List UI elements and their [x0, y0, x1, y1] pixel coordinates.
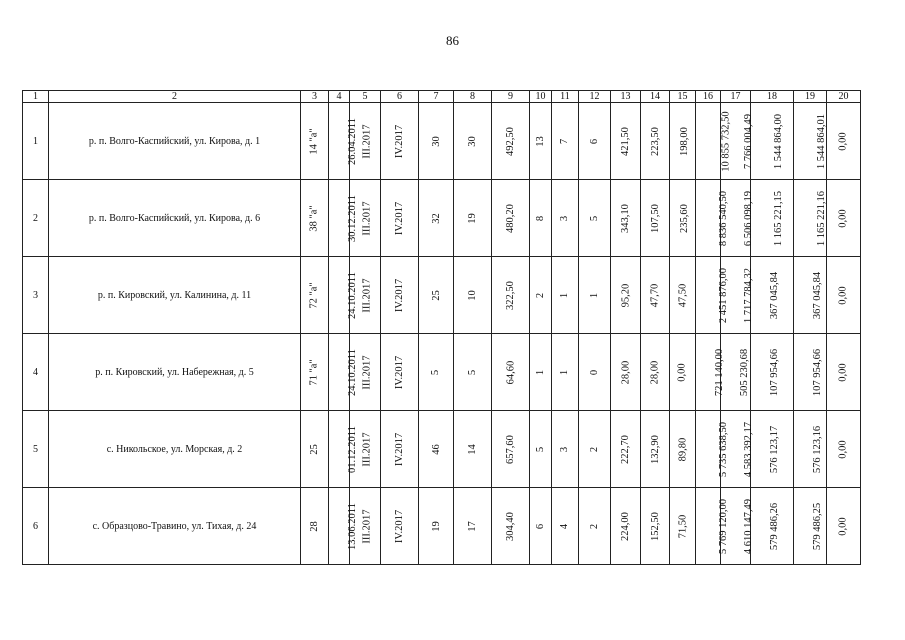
cell-value: 5 — [535, 446, 546, 452]
table-cell: 6 — [23, 488, 49, 565]
cell-value: 26.04.2011 — [346, 117, 358, 165]
address-cell: с. Никольское, ул. Морская, д. 2 — [49, 411, 301, 488]
table-cell — [419, 180, 454, 257]
table-cell — [794, 411, 827, 488]
table-cell: 3 — [23, 257, 49, 334]
table-cell — [751, 411, 794, 488]
table-cell — [611, 488, 641, 565]
table-cell — [794, 257, 827, 334]
column-header: 9 — [492, 91, 530, 103]
table-cell — [492, 257, 530, 334]
cell-value: 1 — [559, 369, 571, 375]
table-cell — [696, 411, 730, 488]
table-cell — [301, 411, 329, 488]
column-header: 17 — [721, 91, 751, 103]
table-cell — [670, 334, 696, 411]
cell-value: 47,70 — [649, 283, 661, 307]
cell-value: 1 717 784,32 — [743, 267, 755, 323]
cell-value: 28 — [309, 520, 320, 532]
table-cell — [641, 257, 670, 334]
table-cell — [552, 257, 579, 334]
cell-value: 38 "а" — [308, 204, 320, 232]
cell-value: 4 583 392,17 — [743, 421, 755, 477]
table-row — [23, 488, 861, 565]
cell-value: 7 — [559, 138, 571, 144]
table-row — [23, 103, 861, 180]
cell-value: 3 — [559, 215, 571, 221]
table-cell — [827, 411, 861, 488]
cell-value: 5 — [589, 215, 600, 221]
cell-value: 1 — [535, 369, 546, 375]
cell-value: 32 — [430, 212, 442, 224]
table-cell — [611, 103, 641, 180]
cell-value: 107,50 — [649, 203, 661, 233]
table-cell — [579, 488, 611, 565]
cell-value: 579 486,25 — [812, 502, 824, 550]
table-cell — [301, 257, 329, 334]
table-cell — [454, 103, 492, 180]
table-cell — [419, 257, 454, 334]
table-cell — [329, 488, 358, 565]
cell-value: III.2017 — [361, 200, 373, 236]
cell-value: IV.2017 — [393, 201, 405, 235]
cell-value: 107 954,66 — [812, 348, 824, 396]
cell-value: 2 451 876,00 — [718, 267, 730, 323]
table-cell — [492, 103, 530, 180]
cell-value: 322,50 — [505, 280, 516, 310]
table-cell — [419, 103, 454, 180]
table-cell — [641, 334, 670, 411]
cell-value: 6 506 098,19 — [743, 190, 755, 246]
header-row — [23, 91, 861, 103]
cell-value: 13.06.2011 — [346, 502, 358, 550]
table-cell — [670, 411, 696, 488]
table-cell — [329, 180, 358, 257]
data-table — [22, 90, 861, 565]
table-cell — [611, 180, 641, 257]
table-cell — [611, 334, 641, 411]
column-header: 3 — [301, 91, 329, 103]
cell-value: 0,00 — [677, 362, 688, 382]
table-cell — [530, 180, 552, 257]
column-header: 7 — [419, 91, 454, 103]
cell-value: 5 — [430, 369, 442, 375]
table-cell — [579, 257, 611, 334]
cell-value: IV.2017 — [393, 432, 405, 466]
page-number: 86 — [446, 33, 459, 48]
table-cell — [794, 103, 827, 180]
cell-value: 25 — [309, 443, 320, 455]
cell-value: 17 — [467, 520, 478, 532]
column-header: 13 — [611, 91, 641, 103]
cell-value: 7 766 004,49 — [743, 113, 755, 169]
table-row — [23, 411, 861, 488]
cell-value: 72 "а" — [308, 281, 320, 309]
cell-value: 28,00 — [649, 360, 661, 384]
cell-value: 343,10 — [620, 203, 631, 233]
table-cell: 2 — [23, 180, 49, 257]
cell-value: 4 610 147,49 — [743, 498, 755, 554]
cell-value: 2 — [535, 292, 546, 298]
cell-value: 8 — [535, 215, 546, 221]
column-header: 4 — [329, 91, 350, 103]
cell-value: III.2017 — [361, 431, 373, 467]
table-cell — [301, 488, 329, 565]
table-cell — [552, 334, 579, 411]
table-cell — [751, 488, 794, 565]
table-cell — [381, 334, 419, 411]
cell-value: 71 "а" — [308, 358, 320, 386]
table-cell — [794, 180, 827, 257]
cell-value: 19 — [467, 212, 478, 224]
cell-value: 19 — [430, 520, 442, 532]
cell-value: IV.2017 — [393, 278, 405, 312]
address-cell: р. п. Волго-Каспийский, ул. Кирова, д. 6 — [49, 180, 301, 257]
cell-value: 10 — [467, 289, 478, 301]
cell-value: 721 140,00 — [714, 348, 726, 396]
table-cell: 4 — [23, 334, 49, 411]
table-cell — [381, 103, 419, 180]
cell-value: III.2017 — [361, 354, 373, 390]
table-cell — [552, 411, 579, 488]
cell-value: 367 045,84 — [812, 271, 824, 319]
table-cell — [492, 488, 530, 565]
cell-value: 13 — [535, 135, 546, 147]
cell-value: 5 — [467, 369, 478, 375]
table-cell — [454, 180, 492, 257]
column-header: 19 — [794, 91, 827, 103]
table-cell — [696, 257, 730, 334]
table-cell — [381, 411, 419, 488]
cell-value: 492,50 — [505, 126, 516, 156]
cell-value: 24.10.2011 — [346, 271, 358, 319]
table-cell — [530, 103, 552, 180]
table-cell — [827, 103, 861, 180]
table-cell — [827, 257, 861, 334]
table-cell — [696, 180, 730, 257]
table-cell — [641, 180, 670, 257]
cell-value: 224,00 — [620, 511, 631, 541]
cell-value: 657,60 — [505, 434, 516, 464]
cell-value: 1 165 221,16 — [816, 190, 828, 246]
cell-value: 30.12.2011 — [346, 194, 358, 242]
cell-value: 5 735 638,50 — [718, 421, 730, 477]
table-cell — [579, 103, 611, 180]
cell-value: IV.2017 — [393, 124, 405, 158]
table-cell — [381, 488, 419, 565]
column-header: 15 — [670, 91, 696, 103]
cell-value: 0,00 — [838, 131, 849, 151]
table-cell — [611, 257, 641, 334]
table-cell — [751, 103, 794, 180]
cell-value: 579 486,26 — [769, 502, 781, 550]
table-cell — [530, 334, 552, 411]
cell-value: 3 — [559, 446, 571, 452]
column-header: 2 — [49, 91, 301, 103]
column-header: 10 — [530, 91, 552, 103]
table-cell — [827, 488, 861, 565]
table-cell — [329, 103, 358, 180]
cell-value: 6 — [589, 138, 600, 144]
cell-value: 64,60 — [505, 360, 516, 384]
table-cell: 5 — [23, 411, 49, 488]
cell-value: 8 836 540,50 — [718, 190, 730, 246]
cell-value: III.2017 — [361, 123, 373, 159]
cell-value: 1 544 864,01 — [816, 113, 828, 169]
cell-value: 107 954,66 — [769, 348, 781, 396]
cell-value: 1 165 221,15 — [773, 190, 785, 246]
cell-value: 1 544 864,00 — [773, 113, 785, 169]
table-cell — [329, 411, 358, 488]
cell-value: 235,60 — [678, 203, 690, 233]
cell-value: 2 — [589, 523, 600, 529]
cell-value: 46 — [430, 443, 442, 455]
cell-value: 14 — [467, 443, 478, 455]
table-cell: 1 — [23, 103, 49, 180]
address-cell: р. п. Кировский, ул. Калинина, д. 11 — [49, 257, 301, 334]
cell-value: 2 — [589, 446, 600, 452]
cell-value: 0,00 — [838, 285, 849, 305]
table-cell — [579, 334, 611, 411]
table-cell — [696, 334, 726, 411]
table-cell — [492, 411, 530, 488]
table-cell — [454, 411, 492, 488]
cell-value: 152,50 — [649, 511, 661, 541]
table-cell — [454, 334, 492, 411]
table-cell — [492, 334, 530, 411]
table-cell — [579, 411, 611, 488]
table-cell — [301, 180, 329, 257]
table-cell — [611, 411, 641, 488]
table-cell — [827, 334, 861, 411]
cell-value: 71,50 — [677, 514, 688, 538]
table-cell — [454, 488, 492, 565]
table-cell — [530, 488, 552, 565]
table-cell — [381, 180, 419, 257]
cell-value: 25 — [430, 289, 442, 301]
table-cell — [454, 257, 492, 334]
table-cell — [751, 334, 794, 411]
table-cell — [751, 180, 794, 257]
table-cell — [641, 488, 670, 565]
table-cell — [381, 257, 419, 334]
column-header: 12 — [579, 91, 611, 103]
column-header: 14 — [641, 91, 670, 103]
column-header: 8 — [454, 91, 492, 103]
table-cell — [670, 488, 696, 565]
table-cell — [301, 334, 329, 411]
address-cell: р. п. Волго-Каспийский, ул. Кирова, д. 1 — [49, 103, 301, 180]
table-cell — [670, 103, 696, 180]
table-cell — [419, 411, 454, 488]
cell-value: 132,90 — [649, 434, 661, 464]
column-header: 18 — [751, 91, 794, 103]
cell-value: 0,00 — [838, 362, 849, 382]
column-header: 6 — [381, 91, 419, 103]
table-cell — [579, 180, 611, 257]
cell-value: 198,00 — [678, 126, 690, 156]
table-cell — [530, 411, 552, 488]
cell-value: 47,50 — [677, 283, 688, 307]
table-cell — [492, 180, 530, 257]
cell-value: 28,00 — [620, 360, 631, 384]
cell-value: 421,50 — [620, 126, 631, 156]
cell-value: 0,00 — [838, 439, 849, 459]
cell-value: 01.12.2011 — [346, 425, 358, 473]
cell-value: 223,50 — [649, 126, 661, 156]
table-cell — [794, 488, 827, 565]
column-header: 20 — [827, 91, 861, 103]
cell-value: 222,70 — [620, 434, 631, 464]
cell-value: III.2017 — [361, 508, 373, 544]
cell-value: 24.10.2011 — [346, 348, 358, 396]
cell-value: 1 — [589, 292, 600, 298]
cell-value: 6 — [535, 523, 546, 529]
table-cell — [301, 103, 329, 180]
cell-value: IV.2017 — [393, 355, 405, 389]
cell-value: 0,00 — [838, 208, 849, 228]
table-row — [23, 180, 861, 257]
cell-value: 576 123,16 — [812, 425, 824, 473]
table-cell — [552, 103, 579, 180]
table-cell — [552, 180, 579, 257]
cell-value: 505 230,68 — [739, 348, 751, 396]
cell-value: 30 — [430, 135, 442, 147]
cell-value: 304,40 — [505, 511, 516, 541]
table-row — [23, 257, 861, 334]
cell-value: 4 — [559, 523, 571, 529]
table-cell — [530, 257, 552, 334]
cell-value: 1 — [559, 292, 571, 298]
column-header: 16 — [696, 91, 721, 103]
table-cell — [419, 488, 454, 565]
table-cell — [670, 180, 696, 257]
table-cell — [696, 103, 732, 180]
table-cell — [641, 411, 670, 488]
table-cell — [552, 488, 579, 565]
table-cell — [670, 257, 696, 334]
address-cell: р. п. Кировский, ул. Набережная, д. 5 — [49, 334, 301, 411]
cell-value: 0,00 — [838, 516, 849, 536]
cell-value: 30 — [467, 135, 478, 147]
address-cell: с. Образцово-Травино, ул. Тихая, д. 24 — [49, 488, 301, 565]
cell-value: 367 045,84 — [769, 271, 781, 319]
table-cell — [827, 180, 861, 257]
table-cell — [329, 334, 358, 411]
cell-value: III.2017 — [361, 277, 373, 313]
cell-value: 0 — [589, 369, 600, 375]
cell-value: IV.2017 — [393, 509, 405, 543]
table-cell — [329, 257, 358, 334]
table-cell — [641, 103, 670, 180]
cell-value: 89,80 — [677, 437, 688, 461]
cell-value: 576 123,17 — [769, 425, 781, 473]
table-cell — [794, 334, 827, 411]
table-cell — [696, 488, 730, 565]
cell-value: 95,20 — [620, 283, 631, 307]
cell-value: 480,20 — [505, 203, 516, 233]
column-header: 1 — [23, 91, 49, 103]
cell-value: 10 855 732,50 — [720, 110, 732, 172]
cell-value: 14 "а" — [308, 127, 320, 155]
table-row — [23, 334, 861, 411]
table-cell — [419, 334, 454, 411]
column-header: 5 — [350, 91, 381, 103]
cell-value: 5 769 120,00 — [718, 498, 730, 554]
table-cell — [751, 257, 794, 334]
column-header: 11 — [552, 91, 579, 103]
